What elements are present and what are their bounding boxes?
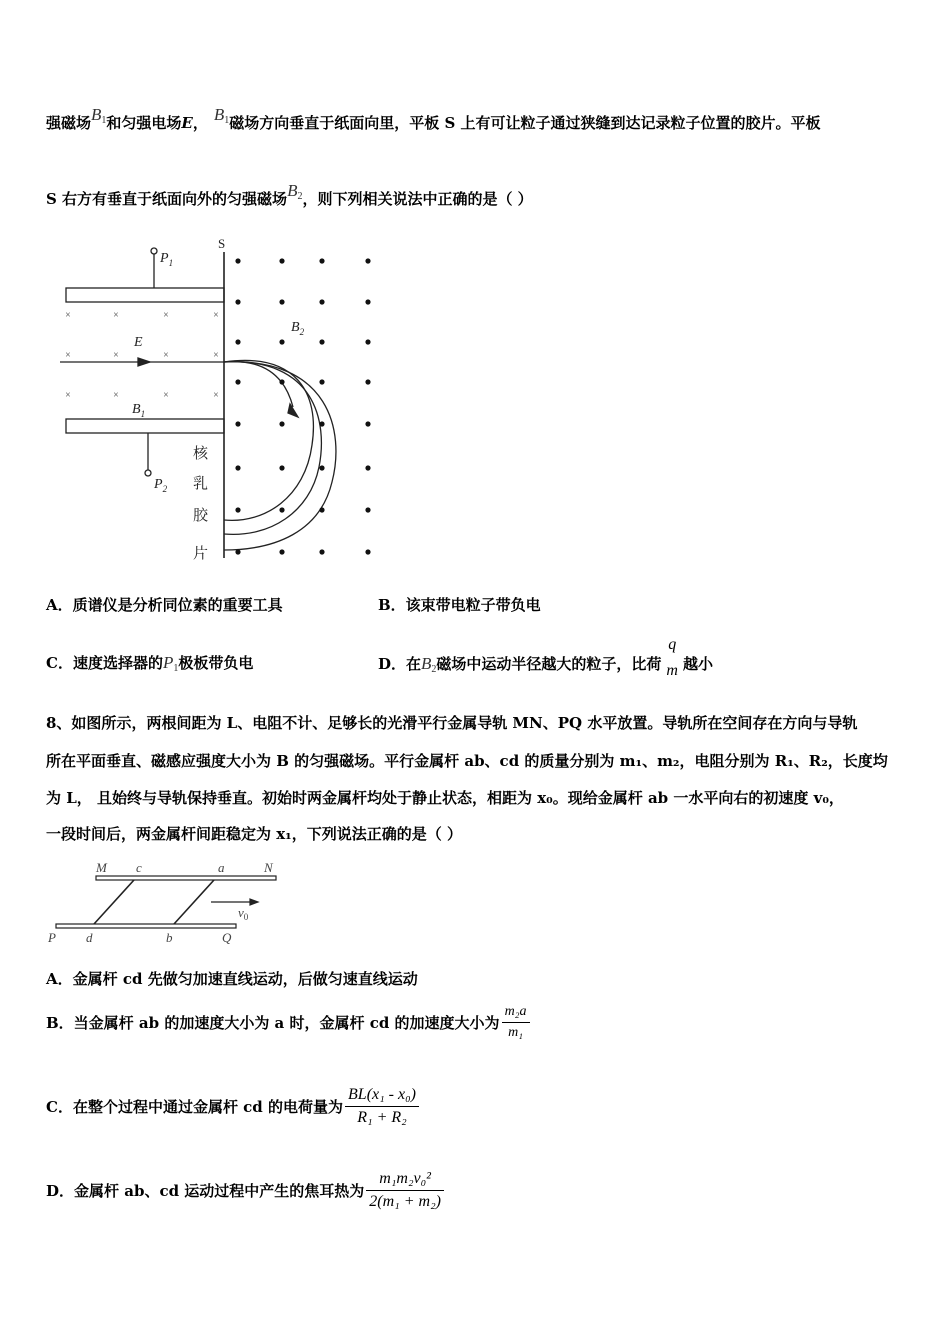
text: 强磁场 (46, 114, 92, 132)
field-dot-mark (319, 379, 324, 384)
q8-option-a: A．金属杆 cd 先做匀加速直线运动，后做匀速直线运动 (46, 970, 418, 988)
film-char-1: 核 (193, 446, 209, 462)
text: S 右方有垂直于纸面向外的匀强磁场 (46, 190, 288, 208)
text: 磁场方向垂直于纸面向里，平板 S 上有可让粒子通过狭缝到达记录粒子位置的胶片。平板 (229, 114, 821, 132)
rod-cd (94, 880, 134, 924)
field-dot-mark (319, 549, 324, 554)
text: D．在 (378, 655, 422, 673)
label-d: d (86, 930, 93, 945)
charge-mass-fraction: q m (666, 636, 678, 679)
field-dot-mark (319, 465, 324, 470)
text: 和匀强电场 (106, 114, 182, 132)
label-n: N (264, 860, 273, 875)
field-dot-mark (279, 258, 284, 263)
field-dot-mark (319, 421, 324, 426)
q8-option-d (46, 1170, 446, 1211)
rails-figure (46, 858, 286, 948)
q7-fig-labels (132, 236, 305, 494)
field-dot-mark (279, 339, 284, 344)
field-dot-mark (279, 421, 284, 426)
field-cross-mark: × (65, 310, 71, 321)
label-m: M (96, 860, 107, 875)
rod-ab (174, 880, 214, 924)
p1-label: $P_1$ (160, 251, 174, 268)
field-cross-mark: × (65, 390, 71, 401)
field-dot-mark (235, 549, 240, 554)
b2-label: $B_2$ (291, 320, 305, 337)
field-dot-mark (365, 258, 370, 263)
q8-stem-line2: 所在平面垂直、磁感应强度大小为 B 的匀强磁场。平行金属杆 ab、cd 的质量分别为 m₁、m₂，电阻分别为 R₁、R₂，长度均 (46, 752, 888, 770)
field-dot-mark (235, 465, 240, 470)
label-p: P (48, 930, 56, 945)
heat-fraction: $\frac{\text{m₁m₂v₀²}}{\text{2(m₁ + m₂)}}$ (366, 1170, 444, 1211)
text: C．在整个过程中通过金属杆 cd 的电荷量为 (46, 1098, 344, 1116)
film-char-3: 胶 (193, 508, 209, 524)
e-label: E (134, 335, 143, 350)
q8-stem-line4: 一段时间后，两金属杆间距稳定为 x₁，下列说法正确的是（ ） (46, 825, 462, 843)
field-dot-mark (235, 258, 240, 263)
p2-label: $P_2$ (154, 477, 168, 494)
acceleration-fraction: $\frac{\text{m₂a}}{\text{m₁}}$ (502, 1004, 530, 1041)
field-dot-mark (365, 421, 370, 426)
field-cross-mark: × (113, 390, 119, 401)
field-dot-mark (365, 339, 370, 344)
field-dot-mark (279, 465, 284, 470)
b2-symbol: $B_2$ (287, 181, 303, 202)
field-dot-mark (365, 465, 370, 470)
q7-stem-line2 (46, 181, 533, 210)
field-dot-mark (319, 258, 324, 263)
film-char-2: 乳 (193, 476, 209, 492)
field-dot-mark (365, 507, 370, 512)
e-symbol: E (181, 114, 193, 132)
field-dot-mark (365, 299, 370, 304)
field-dot-mark (279, 299, 284, 304)
q7-stem-line1 (46, 105, 821, 134)
q7-option-d (378, 636, 713, 680)
q8-stem-line1: 8、如图所示，两根间距为 L、电阻不计、足够长的光滑平行金属导轨 MN、PQ 水平放置。导轨所在空间存在方向与导轨 (46, 714, 858, 732)
text: 极板带负电 (178, 654, 254, 672)
text: D．金属杆 ab、cd 运动过程中产生的焦耳热为 (46, 1182, 365, 1200)
field-dot-mark (319, 507, 324, 512)
b2-symbol: $B_2$ (421, 654, 437, 675)
label-q: Q (222, 930, 232, 945)
mass-spectrometer-figure (50, 232, 390, 567)
field-cross-mark: × (213, 350, 219, 361)
b1-symbol: $B_1$ (91, 105, 107, 126)
field-dot-mark (365, 379, 370, 384)
text: C．速度选择器的 (46, 654, 163, 672)
q8-option-c (46, 1086, 421, 1127)
b1-symbol: $B_1$ (213, 105, 230, 126)
field-dot-mark (319, 299, 324, 304)
field-dot-mark (235, 507, 240, 512)
q7-option-b: B．该束带电粒子带负电 (378, 596, 541, 614)
label-v0: $v_0$ (238, 905, 249, 922)
field-dot-mark (235, 339, 240, 344)
field-dot-mark (279, 549, 284, 554)
field-dot-mark (235, 421, 240, 426)
p1-symbol: $P_1$ (162, 653, 179, 674)
field-dot-mark (279, 379, 284, 384)
charge-fraction: $\frac{\text{BL(x₁ - x₀)}}{\text{R₁ + R₂}}$ (345, 1086, 419, 1127)
text: 越小 (682, 655, 713, 673)
label-b: b (166, 930, 173, 945)
field-dot-mark (235, 379, 240, 384)
field-cross-mark: × (65, 350, 71, 361)
text: B．当金属杆 ab 的加速度大小为 a 时，金属杆 cd 的加速度大小为 (46, 1014, 500, 1032)
field-dot-mark (235, 299, 240, 304)
q8-stem-line3: 为 L， 且始终与导轨保持垂直。初始时两金属杆均处于静止状态，相距为 x₀。现给金属杆 ab 一水平向右的初速度 v₀， (46, 789, 844, 807)
b1-label: $B_1$ (132, 402, 146, 419)
rail-mn (96, 876, 276, 880)
q7-fig-marks (65, 258, 370, 554)
field-cross-mark: × (113, 310, 119, 321)
field-dot-mark (279, 507, 284, 512)
field-cross-mark: × (213, 390, 219, 401)
film-char-4: 片 (193, 546, 209, 562)
text: 磁场中运动半径越大的粒子，比荷 (436, 655, 662, 673)
q7-option-a: A．质谱仪是分析同位素的重要工具 (46, 596, 283, 614)
field-cross-mark: × (163, 310, 169, 321)
field-cross-mark: × (163, 350, 169, 361)
label-c: c (136, 860, 142, 875)
text: ， (192, 114, 208, 132)
velocity-arrowhead (250, 899, 258, 905)
q8-option-b (46, 1004, 532, 1041)
film-label (193, 444, 209, 562)
text: ，则下列相关说法中正确的是（ ） (302, 190, 533, 208)
label-a: a (218, 860, 225, 875)
field-cross-mark: × (163, 390, 169, 401)
s-label: S (218, 236, 226, 251)
field-dot-mark (365, 549, 370, 554)
field-cross-mark: × (113, 350, 119, 361)
rail-pq (56, 924, 236, 928)
field-cross-mark: × (213, 310, 219, 321)
field-dot-mark (319, 339, 324, 344)
q7-option-c (46, 652, 253, 674)
